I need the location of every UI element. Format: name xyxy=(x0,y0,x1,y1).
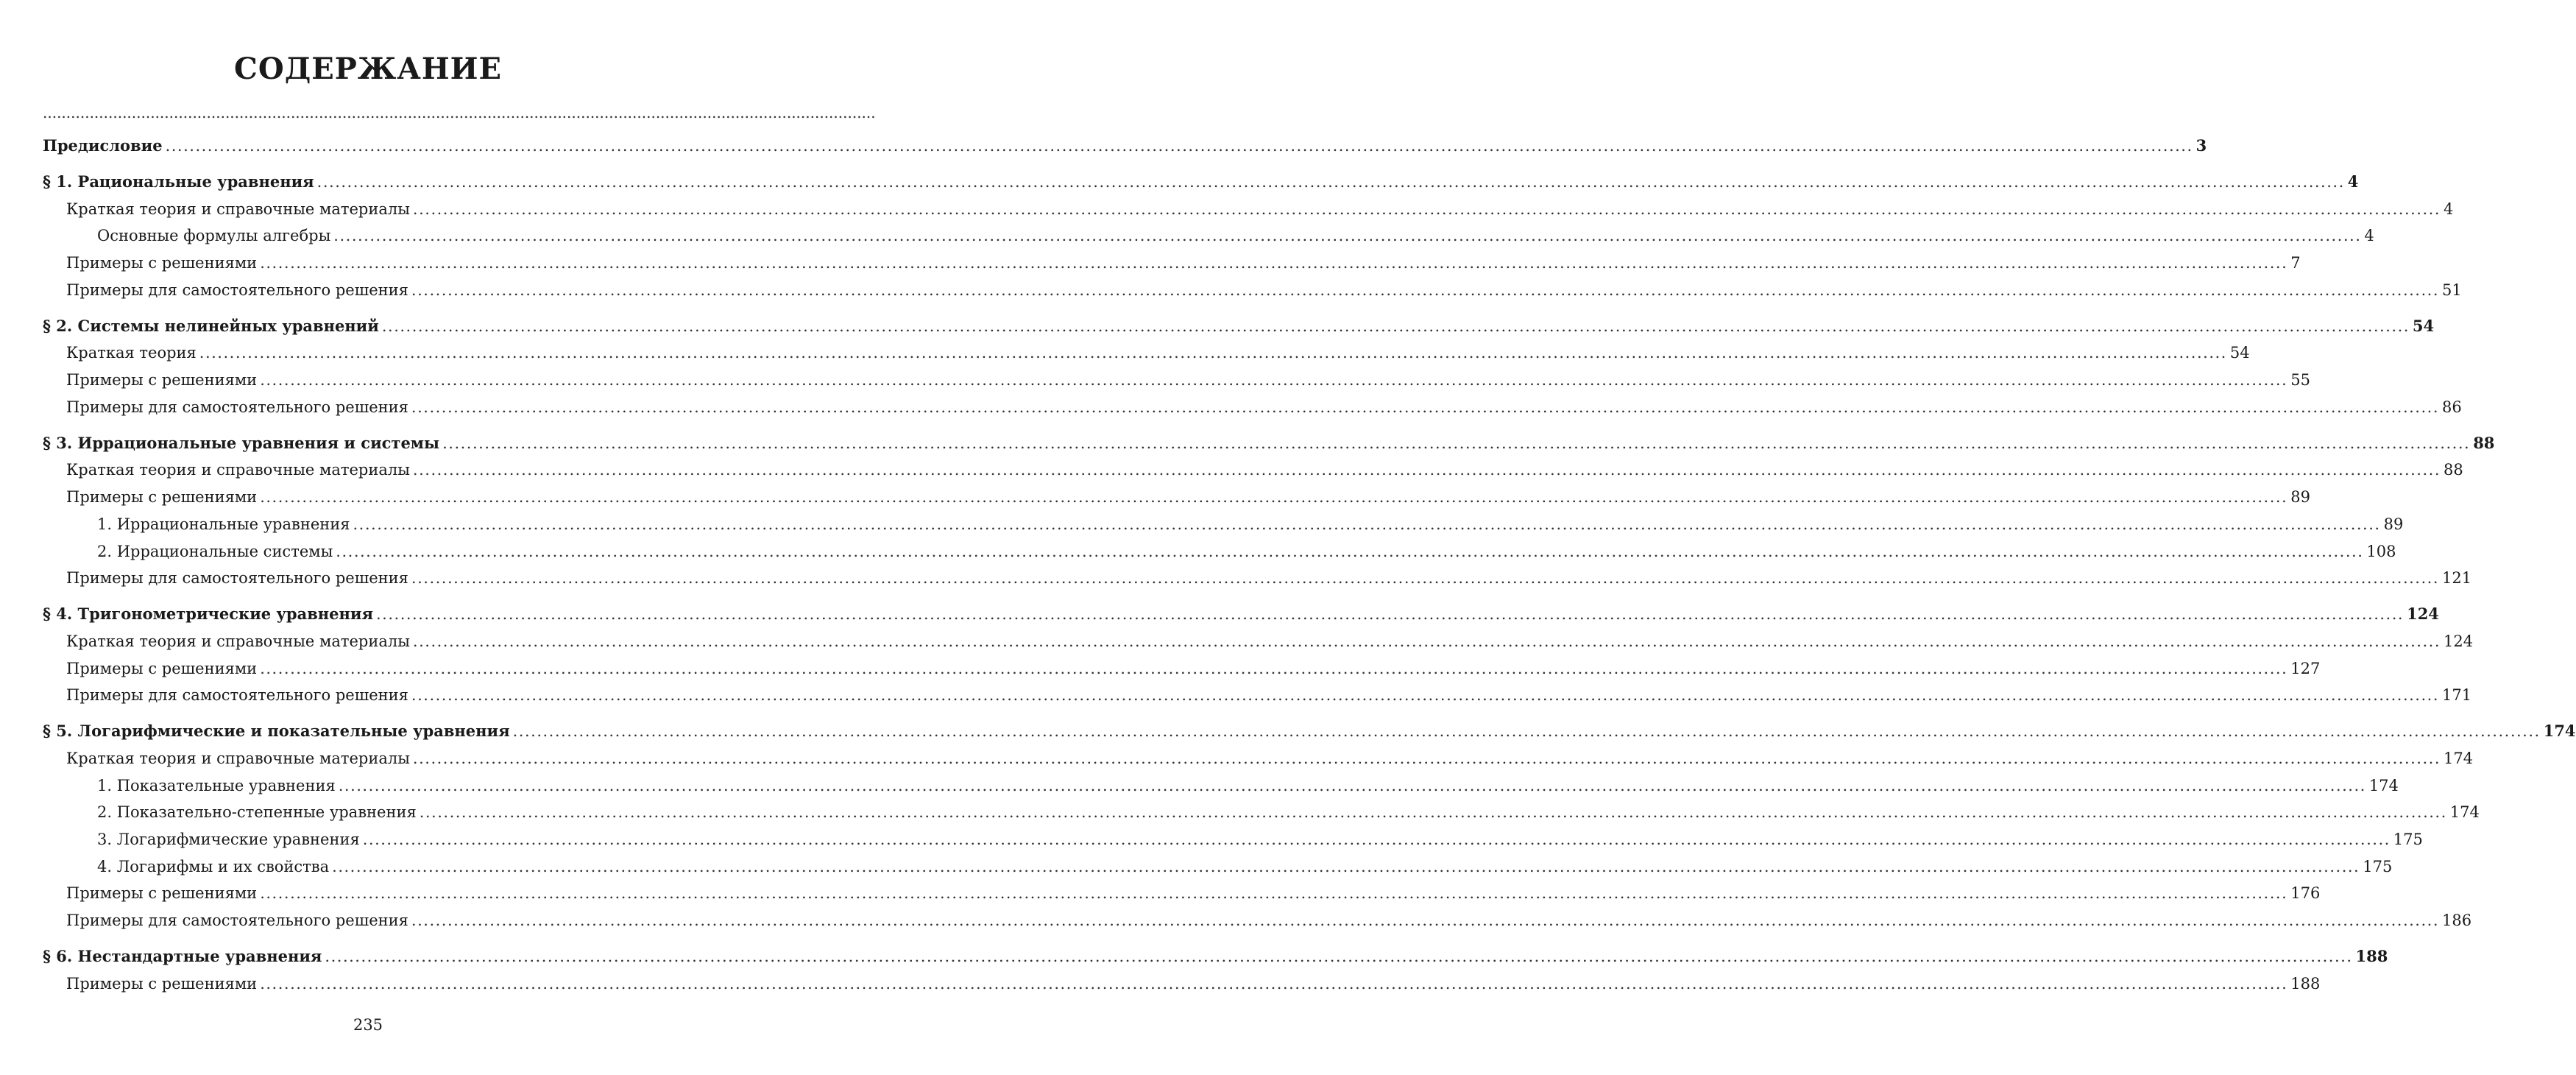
toc-entry-page: 108 xyxy=(2366,542,2396,560)
toc-subentry[interactable] xyxy=(43,799,2480,826)
leader-dots xyxy=(353,511,2381,538)
leader-dots xyxy=(513,718,2541,745)
toc-entry[interactable] xyxy=(43,745,2474,772)
toc-entry-page: 175 xyxy=(2393,830,2423,848)
toc-entry-title: Примеры с решениями xyxy=(66,488,258,507)
leader-dots xyxy=(442,430,2470,457)
toc-entry-preface[interactable] xyxy=(43,133,2207,160)
toc-entry-title: Примеры с решениями xyxy=(66,659,258,677)
leader-dots xyxy=(260,970,2287,998)
toc-entry-page: 127 xyxy=(2290,659,2321,677)
toc-entry-page: 188 xyxy=(2355,947,2388,966)
toc-entry-title: § 5. Логарифмические и показательные уравнения xyxy=(43,722,510,741)
toc-entry-title: Примеры с решениями xyxy=(66,371,258,390)
toc-entry-title: 1. Показательные уравнения xyxy=(97,776,336,794)
leader-dots xyxy=(260,655,2287,683)
toc-entry-page: 4 xyxy=(2364,227,2374,245)
toc-entry-page: 186 xyxy=(2442,912,2472,930)
toc-subentry[interactable] xyxy=(43,538,2396,565)
toc-entry-title: Примеры для самостоятельного решения xyxy=(66,398,408,416)
leader-dots xyxy=(413,457,2441,484)
toc-entry[interactable] xyxy=(43,277,2462,304)
toc-entry-page: 171 xyxy=(2442,686,2472,705)
toc-entry-title: Краткая теория и справочные материалы xyxy=(66,632,410,650)
leader-dots xyxy=(336,538,2363,565)
leader-dots xyxy=(260,250,2287,277)
toc-entry-title: Примеры с решениями xyxy=(66,884,258,903)
toc-entry-page: 51 xyxy=(2442,281,2462,299)
table-of-contents xyxy=(43,133,2576,997)
toc-entry[interactable] xyxy=(43,250,2301,277)
leader-dots xyxy=(199,339,2227,367)
toc-subentry[interactable] xyxy=(43,853,2393,881)
toc-entry[interactable] xyxy=(43,367,2310,394)
leader-dots xyxy=(411,907,2439,934)
toc-subentry[interactable] xyxy=(43,222,2374,250)
toc-entry-title: Краткая теория и справочные материалы xyxy=(66,200,410,218)
toc-entry[interactable] xyxy=(43,970,2321,998)
toc-entry-title: § 4. Тригонометрические уравнения xyxy=(43,605,373,624)
toc-entry-title: Краткая теория и справочные материалы xyxy=(66,461,410,479)
toc-entry-page: 3 xyxy=(2195,136,2207,155)
toc-entry-title: Примеры для самостоятельного решения xyxy=(66,912,408,930)
toc-entry-page: 175 xyxy=(2363,857,2393,875)
toc-section-4[interactable] xyxy=(43,601,2439,628)
leader-dots xyxy=(317,169,2345,196)
toc-entry-title: Краткая теория xyxy=(66,344,197,362)
toc-entry-page: 176 xyxy=(2290,884,2321,903)
leader-dots xyxy=(420,799,2447,826)
leader-dots xyxy=(333,222,2361,250)
leader-dots xyxy=(411,277,2439,304)
toc-entry-page: 4 xyxy=(2444,200,2454,218)
toc-section-5[interactable] xyxy=(43,718,2576,745)
leader-dots xyxy=(260,880,2287,907)
toc-entry[interactable] xyxy=(43,628,2474,655)
page-number: 235 xyxy=(353,1016,383,1034)
toc-entry-page: 7 xyxy=(2290,254,2301,272)
toc-entry-title: Примеры с решениями xyxy=(66,254,258,272)
leader-dots xyxy=(413,196,2441,223)
toc-entry-title: Краткая теория и справочные материалы xyxy=(66,749,410,767)
toc-entry-page: 188 xyxy=(2290,974,2321,993)
leader-dots xyxy=(363,826,2391,853)
toc-entry-title: Примеры для самостоятельного решения xyxy=(66,686,408,705)
leader-dots xyxy=(411,682,2439,709)
toc-entry[interactable] xyxy=(43,565,2472,592)
leader-dots xyxy=(166,133,2193,160)
toc-subentry[interactable] xyxy=(43,511,2404,538)
leader-dots xyxy=(339,772,2366,800)
toc-section-6[interactable] xyxy=(43,943,2388,970)
toc-subentry[interactable] xyxy=(43,826,2423,853)
toc-entry-page: 121 xyxy=(2442,569,2472,588)
toc-entry[interactable] xyxy=(43,682,2472,709)
toc-entry-page: 89 xyxy=(2290,488,2310,507)
toc-entry-title: Основные формулы алгебры xyxy=(97,227,331,245)
toc-section-3[interactable] xyxy=(43,430,2495,457)
toc-entry-title: Примеры для самостоятельного решения xyxy=(66,281,408,299)
toc-entry-title: § 3. Иррациональные уравнения и системы xyxy=(43,433,440,452)
toc-entry-title: 2. Иррациональные системы xyxy=(97,542,333,560)
leader-dots xyxy=(376,601,2404,628)
toc-entry-title: § 1. Рациональные уравнения xyxy=(43,172,314,191)
toc-entry[interactable] xyxy=(43,484,2310,511)
toc-entry-page: 88 xyxy=(2473,433,2495,452)
toc-entry-page: 86 xyxy=(2442,398,2462,416)
leader-dots xyxy=(325,943,2352,970)
leader-dots xyxy=(413,745,2441,772)
toc-entry-title: Примеры для самостоятельного решения xyxy=(66,569,408,588)
toc-section-2[interactable] xyxy=(43,313,2435,340)
toc-entry-page: 88 xyxy=(2444,461,2463,479)
leader-dots xyxy=(411,565,2439,592)
toc-entry-title: § 6. Нестандартные уравнения xyxy=(43,947,322,966)
toc-entry-title: 4. Логарифмы и их свойства xyxy=(97,857,330,875)
toc-entry-page: 54 xyxy=(2412,316,2435,335)
leader-dots xyxy=(260,367,2287,394)
toc-entry[interactable] xyxy=(43,196,2454,223)
toc-entry-page: 89 xyxy=(2383,515,2404,533)
toc-entry[interactable] xyxy=(43,880,2321,907)
toc-section-1[interactable] xyxy=(43,169,2359,196)
toc-entry-title: 2. Показательно-степенные уравнения xyxy=(97,803,417,822)
toc-entry-title: § 2. Системы нелинейных уравнений xyxy=(43,316,379,335)
toc-entry-page: 174 xyxy=(2449,803,2480,822)
leader-dots xyxy=(332,853,2360,881)
toc-entry-page: 174 xyxy=(2543,722,2576,741)
toc-entry-title: Предисловие xyxy=(43,136,163,155)
toc-entry-page: 124 xyxy=(2407,605,2439,624)
leader-dots xyxy=(413,628,2441,655)
toc-entry-page: 4 xyxy=(2347,172,2359,191)
toc-entry-page: 174 xyxy=(2368,776,2399,794)
page-title: СОДЕРЖАНИЕ xyxy=(234,52,502,86)
toc-entry-title: 3. Логарифмические уравнения xyxy=(97,830,360,848)
toc-entry[interactable] xyxy=(43,907,2472,934)
toc-entry[interactable] xyxy=(43,339,2250,367)
toc-entry[interactable] xyxy=(43,457,2463,484)
toc-entry[interactable] xyxy=(43,655,2321,683)
toc-entry[interactable] xyxy=(43,394,2462,421)
toc-entry-title: 1. Иррациональные уравнения xyxy=(97,515,350,533)
toc-entry-title: Примеры с решениями xyxy=(66,974,258,993)
toc-entry-page: 55 xyxy=(2290,371,2310,390)
leader-dots xyxy=(382,313,2410,340)
toc-subentry[interactable] xyxy=(43,772,2399,800)
toc-entry-page: 174 xyxy=(2444,749,2474,767)
dotted-separator: .................................................................................................................................................................................. xyxy=(43,104,876,121)
leader-dots xyxy=(260,484,2287,511)
toc-entry-page: 54 xyxy=(2229,344,2250,362)
leader-dots xyxy=(411,394,2439,421)
toc-entry-page: 124 xyxy=(2444,632,2474,650)
